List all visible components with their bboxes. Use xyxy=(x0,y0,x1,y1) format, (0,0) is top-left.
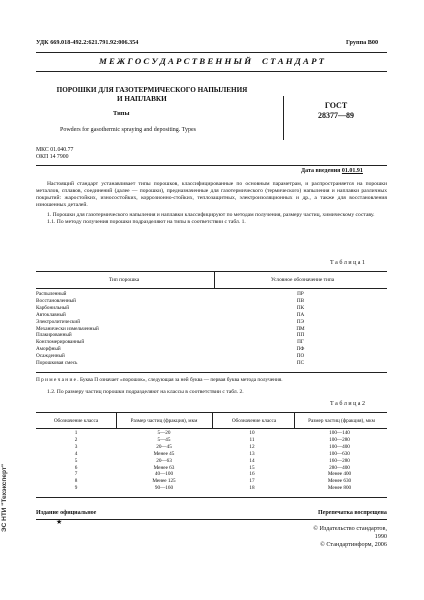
table-row xyxy=(36,319,387,326)
table1-body xyxy=(36,291,387,367)
table-row xyxy=(36,444,387,451)
size-cell: 100—280 xyxy=(329,436,350,443)
document-subtitle: Типы xyxy=(113,110,130,117)
table-row xyxy=(36,451,387,458)
powder-type-cell: Плакированный xyxy=(36,332,72,339)
gost-label: ГОСТ xyxy=(324,101,348,110)
class-cell: 4 xyxy=(74,450,78,457)
watermark-sidebar: ЭС НТИ "Техэксперт" xyxy=(1,463,8,532)
table2-rule-bottom xyxy=(36,497,387,498)
table-row xyxy=(36,332,387,339)
size-cell: Менее 800 xyxy=(327,485,352,492)
okp-code: ОКП 14 7900 xyxy=(36,154,69,160)
size-cell: 160—280 xyxy=(329,457,350,464)
powder-type-cell: Карбонильный xyxy=(36,304,70,311)
powder-type-cell: Аморфный xyxy=(36,346,61,353)
powder-type-cell: Восстановленный xyxy=(36,297,76,304)
powder-code-cell: ПА xyxy=(296,311,305,318)
powder-code-cell: ПГ xyxy=(297,339,304,346)
title-line-2: И НАПЛАВКИ xyxy=(117,94,167,103)
powder-code-cell: ПВ xyxy=(296,297,305,304)
table2-header-size-left: Размер частиц (фракция), мкм xyxy=(130,418,198,424)
powder-code-cell: ПО xyxy=(296,353,305,360)
copyright-block xyxy=(300,525,387,548)
mks-code: МКС 01.040.77 xyxy=(36,147,74,153)
powder-type-cell: Осажденный xyxy=(36,353,65,360)
paragraph-classification: 1. Порошки для газотермического напыления и наплавки классифицируют по методам получения, размеру частиц, химическому составу. xyxy=(47,211,375,218)
powder-code-cell: ПР xyxy=(297,291,304,297)
class-cell: 1 xyxy=(74,430,78,436)
class-cell: 6 xyxy=(74,464,78,471)
powder-code-cell: ПФ xyxy=(296,346,305,353)
powder-type-cell: Распыленный xyxy=(36,291,67,297)
class-cell: 7 xyxy=(74,471,78,478)
size-cell: 20—63 xyxy=(156,457,172,464)
table-row xyxy=(36,339,387,346)
class-cell: 10 xyxy=(249,430,255,436)
introduction-date-label: Дата введения xyxy=(301,168,341,174)
class-cell: 8 xyxy=(74,478,78,485)
title-line-1: ПОРОШКИ ДЛЯ ГАЗОТЕРМИЧЕСКОГО НАПЫЛЕНИЯ xyxy=(56,86,248,94)
star-icon: ★ xyxy=(56,518,63,526)
table1-rule-top xyxy=(36,271,387,272)
size-cell: Менее 630 xyxy=(327,478,352,485)
class-cell: 9 xyxy=(74,485,78,492)
powder-code-cell: ПП xyxy=(296,332,305,339)
table2-body xyxy=(36,430,387,492)
standard-band: М Е Ж Г О С У Д А Р С Т В Е Н Н Ы Й С Т А Н Д А Р Т xyxy=(98,56,325,66)
gost-number: 28377—89 xyxy=(318,111,354,120)
group-code: Группа В00 xyxy=(346,39,379,46)
title-rule xyxy=(36,165,387,166)
table2-divider-3 xyxy=(294,412,296,428)
introduction-date-value: 01.01.91 xyxy=(341,168,363,174)
size-cell: 100—140 xyxy=(329,430,350,436)
classification-codes xyxy=(36,147,73,161)
size-cell: 40—100 xyxy=(154,471,174,478)
english-title: Powders for gasothermic spraying and depositing. Types xyxy=(60,127,196,133)
table-row xyxy=(36,326,387,333)
table-row xyxy=(36,471,387,478)
table1-rule-header xyxy=(36,288,387,289)
table1-note-text: Буква П означает «порошок», следующая за ней буква — первая буква метода получения. xyxy=(79,377,283,383)
powder-type-cell: Автоклавный xyxy=(36,311,66,318)
document-title xyxy=(36,86,268,103)
table1-column-divider xyxy=(214,271,216,288)
table-row xyxy=(36,346,387,353)
size-cell: Менее 63 xyxy=(153,464,175,471)
class-cell: 12 xyxy=(249,443,255,450)
class-cell: 5 xyxy=(74,457,78,464)
table1-note xyxy=(36,377,387,383)
table-row xyxy=(36,485,387,492)
table-row xyxy=(36,465,387,472)
header-rule-top xyxy=(36,52,387,53)
class-cell: 3 xyxy=(74,443,78,450)
powder-code-cell: ПЭ xyxy=(296,318,305,325)
official-edition: Издание официальное xyxy=(36,510,97,516)
class-cell: 17 xyxy=(249,478,255,485)
table2-divider-1 xyxy=(116,412,118,428)
table1-caption: Т а б л и ц а 1 xyxy=(330,260,365,266)
size-cell: 20—45 xyxy=(156,443,172,450)
table-row xyxy=(36,458,387,465)
table2-header-size-right: Размер частиц (фракция), мкм xyxy=(308,418,375,424)
size-cell: 5—20 xyxy=(157,430,171,436)
powder-type-cell: Электролитический xyxy=(36,318,80,325)
header-rule-bottom xyxy=(36,71,387,72)
class-cell: 14 xyxy=(249,457,255,464)
class-cell: 11 xyxy=(249,436,255,443)
body-text xyxy=(36,181,387,225)
table1-note-label: П р и м е ч а н и е . xyxy=(36,377,79,383)
size-cell: Менее 125 xyxy=(152,478,176,485)
reprint-prohibited: Перепечатка воспрещена xyxy=(318,510,387,516)
table2-rule-header xyxy=(36,428,387,429)
table-row xyxy=(36,437,387,444)
table-row xyxy=(36,298,387,305)
size-cell: 100—400 xyxy=(329,443,350,450)
size-cell: 100—630 xyxy=(329,450,350,457)
size-cell: Менее 45 xyxy=(153,450,175,457)
size-cell: 280—400 xyxy=(329,464,350,471)
gost-block xyxy=(308,101,364,121)
footer-rule xyxy=(36,519,387,520)
particle-size-table xyxy=(36,430,387,492)
powder-type-cell: Порошковая смесь xyxy=(36,360,78,367)
table2-divider-2 xyxy=(212,412,214,428)
copyright-publisher: © Издательство стандартов, 1990 xyxy=(313,525,387,540)
paragraph-size: 1.2. По размеру частиц порошки подразделяют на классы в соответствии с табл. 2. xyxy=(47,389,244,395)
table-row xyxy=(36,430,387,437)
class-cell: 18 xyxy=(249,485,255,492)
class-cell: 16 xyxy=(249,471,255,478)
table-row xyxy=(36,360,387,367)
class-cell: 2 xyxy=(74,436,78,443)
table-row xyxy=(36,478,387,485)
powder-type-table xyxy=(36,291,387,367)
table2-header-class-right: Обозначение класса xyxy=(231,418,277,424)
powder-code-cell: ПК xyxy=(296,304,305,311)
table-row xyxy=(36,291,387,298)
table-row xyxy=(36,353,387,360)
gost-divider xyxy=(283,96,285,140)
table1-header-type: Тип порошка xyxy=(108,277,140,283)
table-row xyxy=(36,305,387,312)
table2-caption: Т а б л и ц а 2 xyxy=(330,401,365,407)
size-cell: Менее 400 xyxy=(327,471,352,478)
introduction-date xyxy=(301,168,363,174)
copyright-standartinform: © Стандартинформ, 2006 xyxy=(320,540,387,548)
class-cell: 13 xyxy=(249,450,255,457)
size-cell: 90—160 xyxy=(154,485,174,492)
udk-code: УДК 669.018-492.2:621.791.92:006.354 xyxy=(36,39,139,46)
class-cell: 15 xyxy=(249,464,255,471)
powder-code-cell: ПМ xyxy=(296,325,305,332)
table2-header-class-left: Обозначение класса xyxy=(53,418,99,424)
table-row xyxy=(36,312,387,319)
table1-rule-bottom xyxy=(36,372,387,373)
powder-code-cell: ПС xyxy=(296,360,305,367)
paragraph-scope: Настоящий стандарт устанавливает типы порошков, классифицированные по основным параметрам, и распространяется на порошки металлов, сплавов, соединений (далее — порошки), предназначенные для газотермического (термического) напыления и наплавки различных покрытий: жаростойких, износостойких, коррозионно-стойких, теплозащитных, электроизоляционных и др., а также для восстановления изношенных деталей. xyxy=(36,181,387,208)
size-cell: 5—45 xyxy=(157,436,171,443)
powder-type-cell: Механически измельченный xyxy=(36,325,99,332)
powder-type-cell: Конгломерированный xyxy=(36,339,85,346)
paragraph-method: 1.1. По методу получения порошки подразделяют на типы в соответствии с табл. 1. xyxy=(47,218,246,225)
table1-header-code: Условное обозначение типа xyxy=(270,277,335,283)
